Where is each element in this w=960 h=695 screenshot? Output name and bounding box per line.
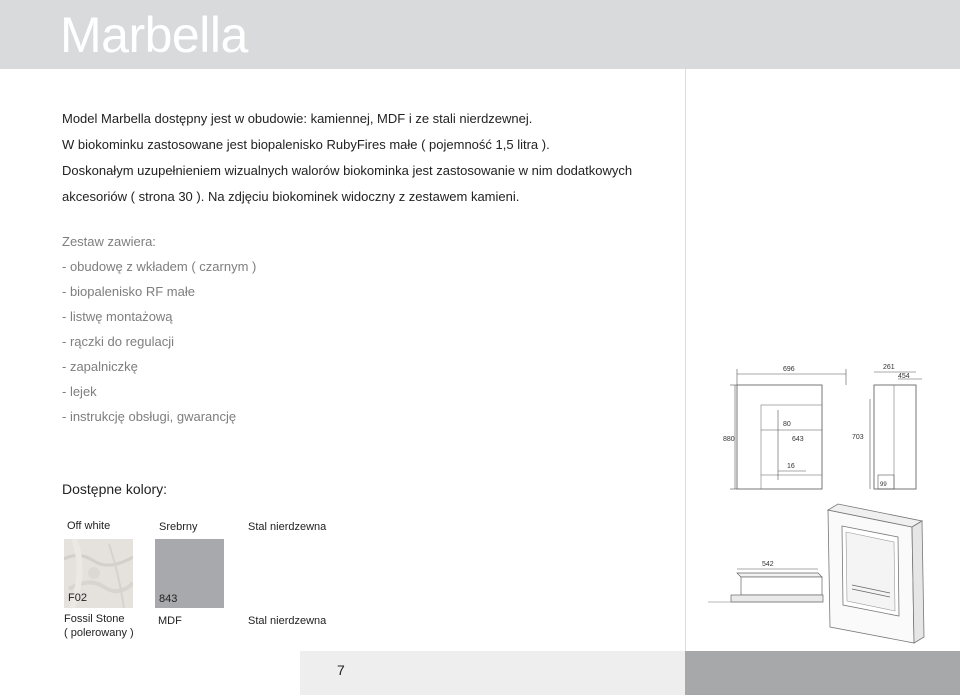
dim-696: 696 (783, 366, 795, 373)
material-label-polished: ( polerowany ) (64, 627, 134, 639)
dim-643: 643 (792, 436, 804, 443)
material-label-stal: Stal nierdzewna (248, 615, 327, 627)
dim-261: 261 (883, 364, 895, 371)
kit-item: - rączki do regulacji (62, 334, 174, 349)
footer-right-band (685, 651, 960, 695)
color-label-off-white: Off white (67, 520, 111, 532)
dim-16: 16 (787, 463, 795, 470)
intro-line: akcesoriów ( strona 30 ). Na zdjęciu biokominek widoczny z zestawem kamieni. (62, 189, 520, 204)
dim-99: 99 (880, 482, 887, 488)
header-bar (0, 0, 960, 69)
color-label-srebrny: Srebrny (159, 521, 198, 533)
dim-542: 542 (762, 561, 774, 568)
isometric-frame-drawing (828, 504, 924, 643)
color-code-f02: F02 (68, 592, 87, 604)
kit-item: - instrukcję obsługi, gwarancję (62, 409, 237, 424)
color-code-843: 843 (159, 593, 178, 605)
material-label-stone: Fossil Stone (64, 613, 125, 625)
kit-item: - biopalenisko RF małe (62, 284, 195, 299)
kit-item: - zapalniczkę (62, 359, 138, 374)
front-view-outline (737, 385, 822, 489)
intro-paragraph (62, 106, 682, 210)
dim-454: 80 (783, 421, 791, 428)
material-label-mdf: MDF (158, 615, 182, 627)
kit-item: - lejek (62, 384, 97, 399)
dim-880: 880 (723, 436, 735, 443)
kit-item: - listwę montażową (62, 309, 173, 324)
color-label-stal: Stal nierdzewna (248, 521, 327, 533)
intro-line: Model Marbella dostępny jest w obudowie: kamiennej, MDF i ze stali nierdzewnej. (62, 111, 533, 126)
kit-item: - obudowę z wkładem ( czarnym ) (62, 259, 257, 274)
colors-heading: Dostępne kolory: (62, 481, 168, 497)
dim-80: 454 (898, 373, 910, 380)
side-view-outline (874, 385, 916, 489)
kit-contents (62, 229, 256, 429)
technical-drawing (686, 355, 960, 651)
dim-703: 703 (852, 434, 864, 441)
intro-line: Doskonałym uzupełnieniem wizualnych walorów biokominka jest zastosowanie w nim dodatkowych (62, 163, 633, 178)
page-title: Marbella (60, 7, 248, 63)
intro-line: W biokominku zastosowane jest biopalenisko RubyFires małe ( pojemność 1,5 litra ). (62, 137, 550, 152)
burner-drawing (708, 561, 823, 602)
page-number: 7 (337, 662, 345, 678)
kit-heading: Zestaw zawiera: (62, 234, 156, 249)
footer-left (0, 651, 300, 695)
footer-band (300, 651, 685, 695)
